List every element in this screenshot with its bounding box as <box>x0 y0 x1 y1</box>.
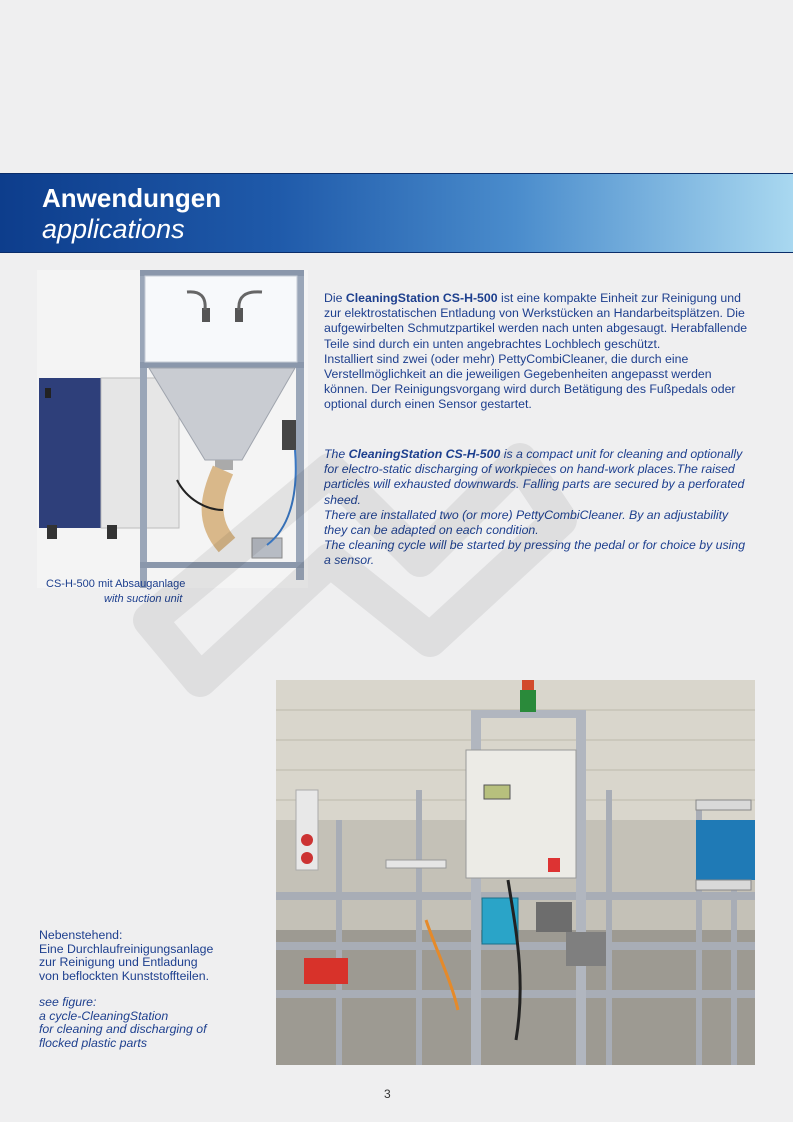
side-caption-de-line3: zur Reinigung und Entladung <box>39 955 198 969</box>
desc-de-pre: Die <box>324 291 346 305</box>
side-caption-en <box>39 996 264 1050</box>
cleaning-station-photo <box>37 270 308 588</box>
side-caption <box>39 929 264 1050</box>
desc-en-body: is a compact unit for cleaning and optionally for electro-static discharging of workpieces on hand-work places.The raised particles will exhausted downwards. Falling parts are secured by a perforated sheed. <box>324 447 745 507</box>
banner-title-en: applications <box>42 214 185 244</box>
desc-en-para3: The cleaning cycle will be started by pressing the pedal or for choice by using a sensor. <box>324 538 746 568</box>
photo-caption-en: with suction unit <box>104 593 183 605</box>
side-caption-de-line4: von beflockten Kunststoffteilen. <box>39 968 209 983</box>
installation-photo <box>276 680 755 1065</box>
page-number: 3 <box>384 1087 391 1101</box>
side-caption-en-line2: a cycle-CleaningStation <box>39 1008 169 1023</box>
description-english <box>324 447 754 569</box>
side-caption-de-line1: Nebenstehend: <box>39 928 123 942</box>
banner-title-de: Anwendungen <box>42 183 222 213</box>
photo-caption-de: CS-H-500 mit Absauganlage <box>46 578 186 590</box>
desc-en-para2: There are installated two (or more) PettyCombiCleaner. By an adjustability they can be adapted on each condition. <box>324 507 729 538</box>
side-caption-en-line3: for cleaning and discharging of <box>39 1022 207 1036</box>
desc-en-product-name: CleaningStation CS-H-500 <box>348 447 501 461</box>
desc-en-pre: The <box>324 447 349 461</box>
section-banner <box>0 173 793 253</box>
desc-de-para2: Installiert sind zwei (oder mehr) PettyCombiCleaner, die durch eine Verstellmöglichkeit an die jeweiligen Gegebenheiten angepasst werden können. Der Reinigungsvorgang wird durch Betätigung des Fußpedals oder optional durch einen Sensor gestartet. <box>324 351 736 412</box>
side-caption-en-line4: flocked plastic parts <box>39 1035 147 1050</box>
desc-de-body: ist eine kompakte Einheit zur Reinigung und zur elektrostatischen Entladung von Werkstücken an Handarbeitsplätzen. Die aufgewirbelten Schmutzpartikel werden nach unten abgesaugt. Herabfallende Teile sind durch ein unten angebrachtes Lochblech geschützt. <box>324 291 748 351</box>
side-caption-de-line2: Eine Durchlaufreinigungsanlage <box>39 941 214 956</box>
description-german <box>324 291 754 413</box>
side-caption-en-line1: see figure: <box>39 995 97 1009</box>
desc-de-product-name: CleaningStation CS-H-500 <box>345 291 498 305</box>
